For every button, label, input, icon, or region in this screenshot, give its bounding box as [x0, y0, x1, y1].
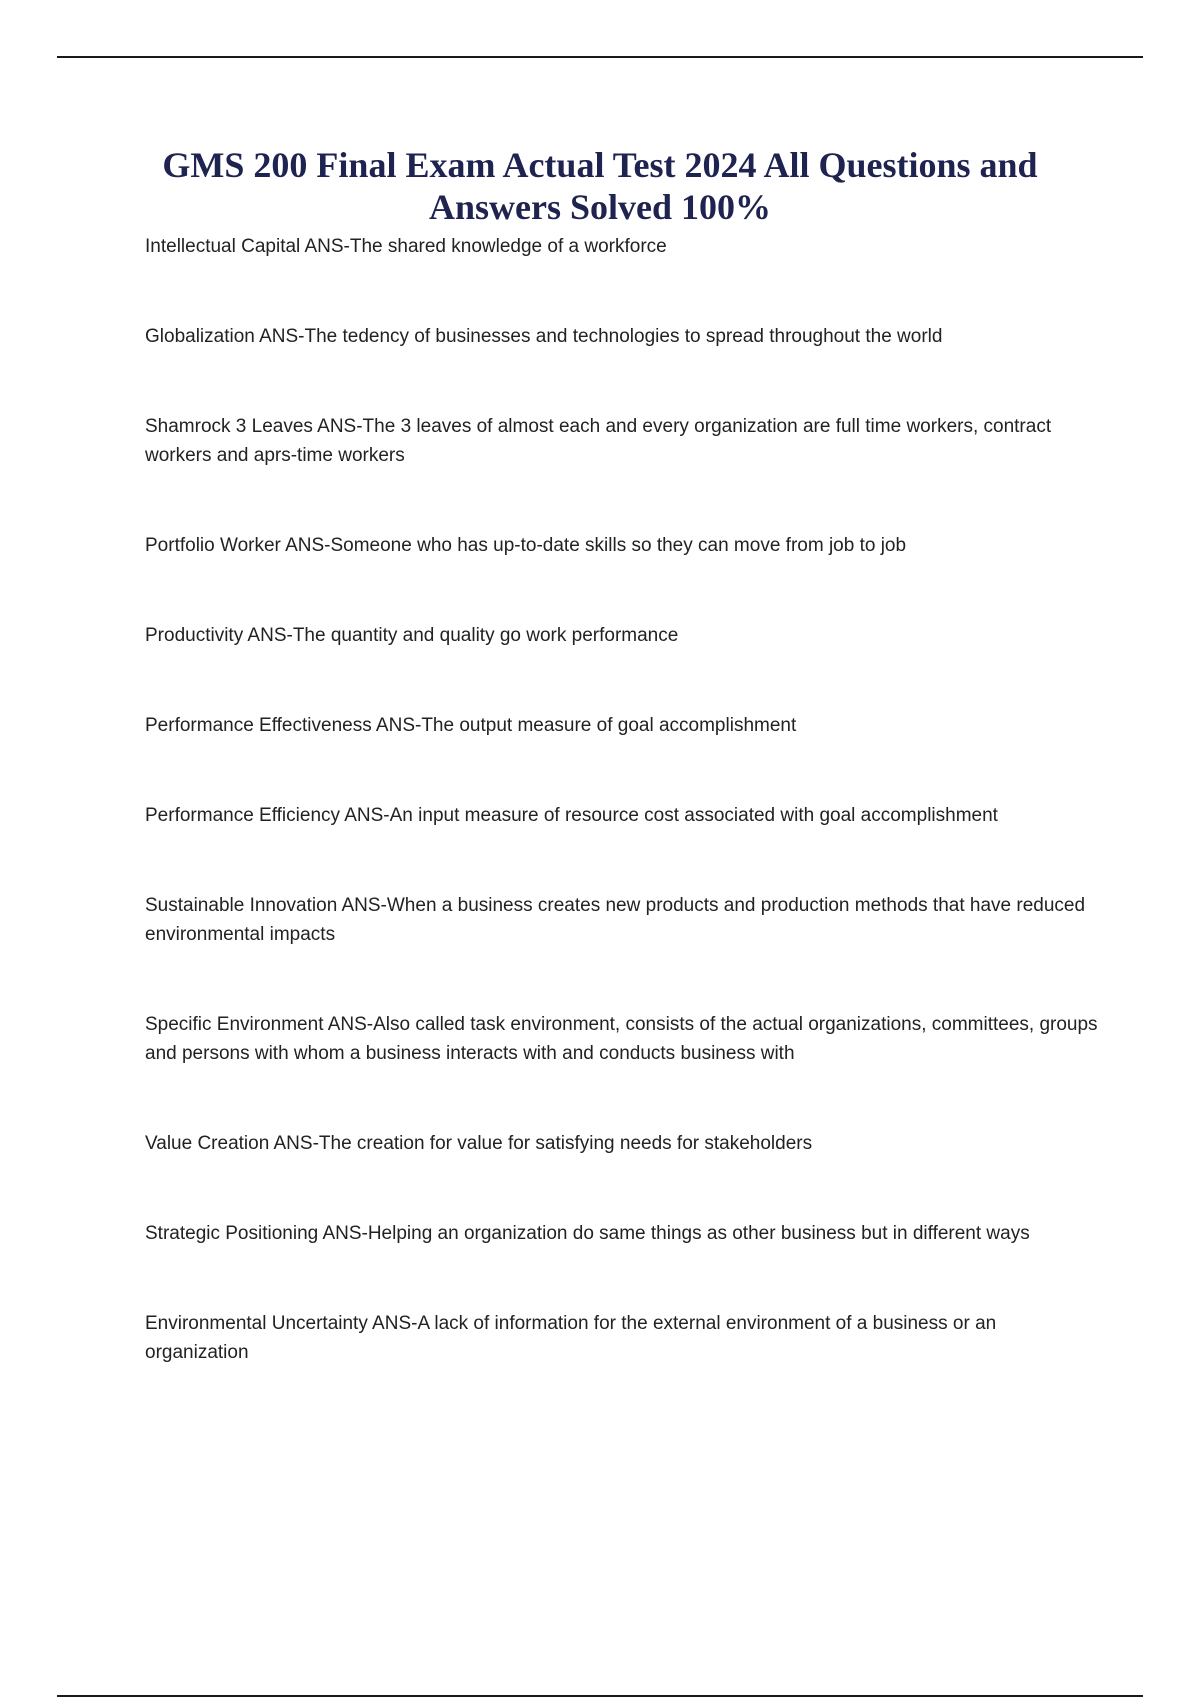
qa-entry-shamrock-3-leaves: Shamrock 3 Leaves ANS-The 3 leaves of almost each and every organization are full time workers, contract workers and aprs-time workers — [145, 416, 1052, 466]
qa-entry-performance-effectiveness: Performance Effectiveness ANS-The output measure of goal accomplishment — [145, 715, 797, 736]
qa-entry-globalization: Globalization ANS-The tedency of businesses and technologies to spread throughout the world — [145, 326, 943, 347]
qa-entry-environmental-uncertainty: Environmental Uncertainty ANS-A lack of information for the external environment of a business or an organization — [145, 1313, 997, 1363]
bottom-rule — [57, 1695, 1143, 1697]
qa-entry-strategic-positioning: Strategic Positioning ANS-Helping an organization do same things as other business but in different ways — [145, 1223, 1030, 1244]
qa-entry-intellectual-capital: Intellectual Capital ANS-The shared knowledge of a workforce — [145, 236, 667, 257]
qa-entry-portfolio-worker: Portfolio Worker ANS-Someone who has up-to-date skills so they can move from job to job — [145, 535, 907, 556]
qa-entry-productivity: Productivity ANS-The quantity and quality go work performance — [145, 625, 679, 646]
qa-entry-sustainable-innovation: Sustainable Innovation ANS-When a business creates new products and production methods that have reduced environmental impacts — [145, 895, 1086, 945]
document-title: GMS 200 Final Exam Actual Test 2024 All Questions and Answers Solved 100% — [162, 145, 1038, 227]
qa-entry-performance-efficiency: Performance Efficiency ANS-An input measure of resource cost associated with goal accomplishment — [145, 805, 998, 826]
qa-entry-specific-environment: Specific Environment ANS-Also called task environment, consists of the actual organizations, committees, groups and persons with whom a business interacts with and conducts business with — [145, 1014, 1098, 1064]
qa-entry-value-creation: Value Creation ANS-The creation for value for satisfying needs for stakeholders — [145, 1133, 813, 1154]
top-rule — [57, 56, 1143, 58]
qa-list — [145, 232, 1100, 1428]
